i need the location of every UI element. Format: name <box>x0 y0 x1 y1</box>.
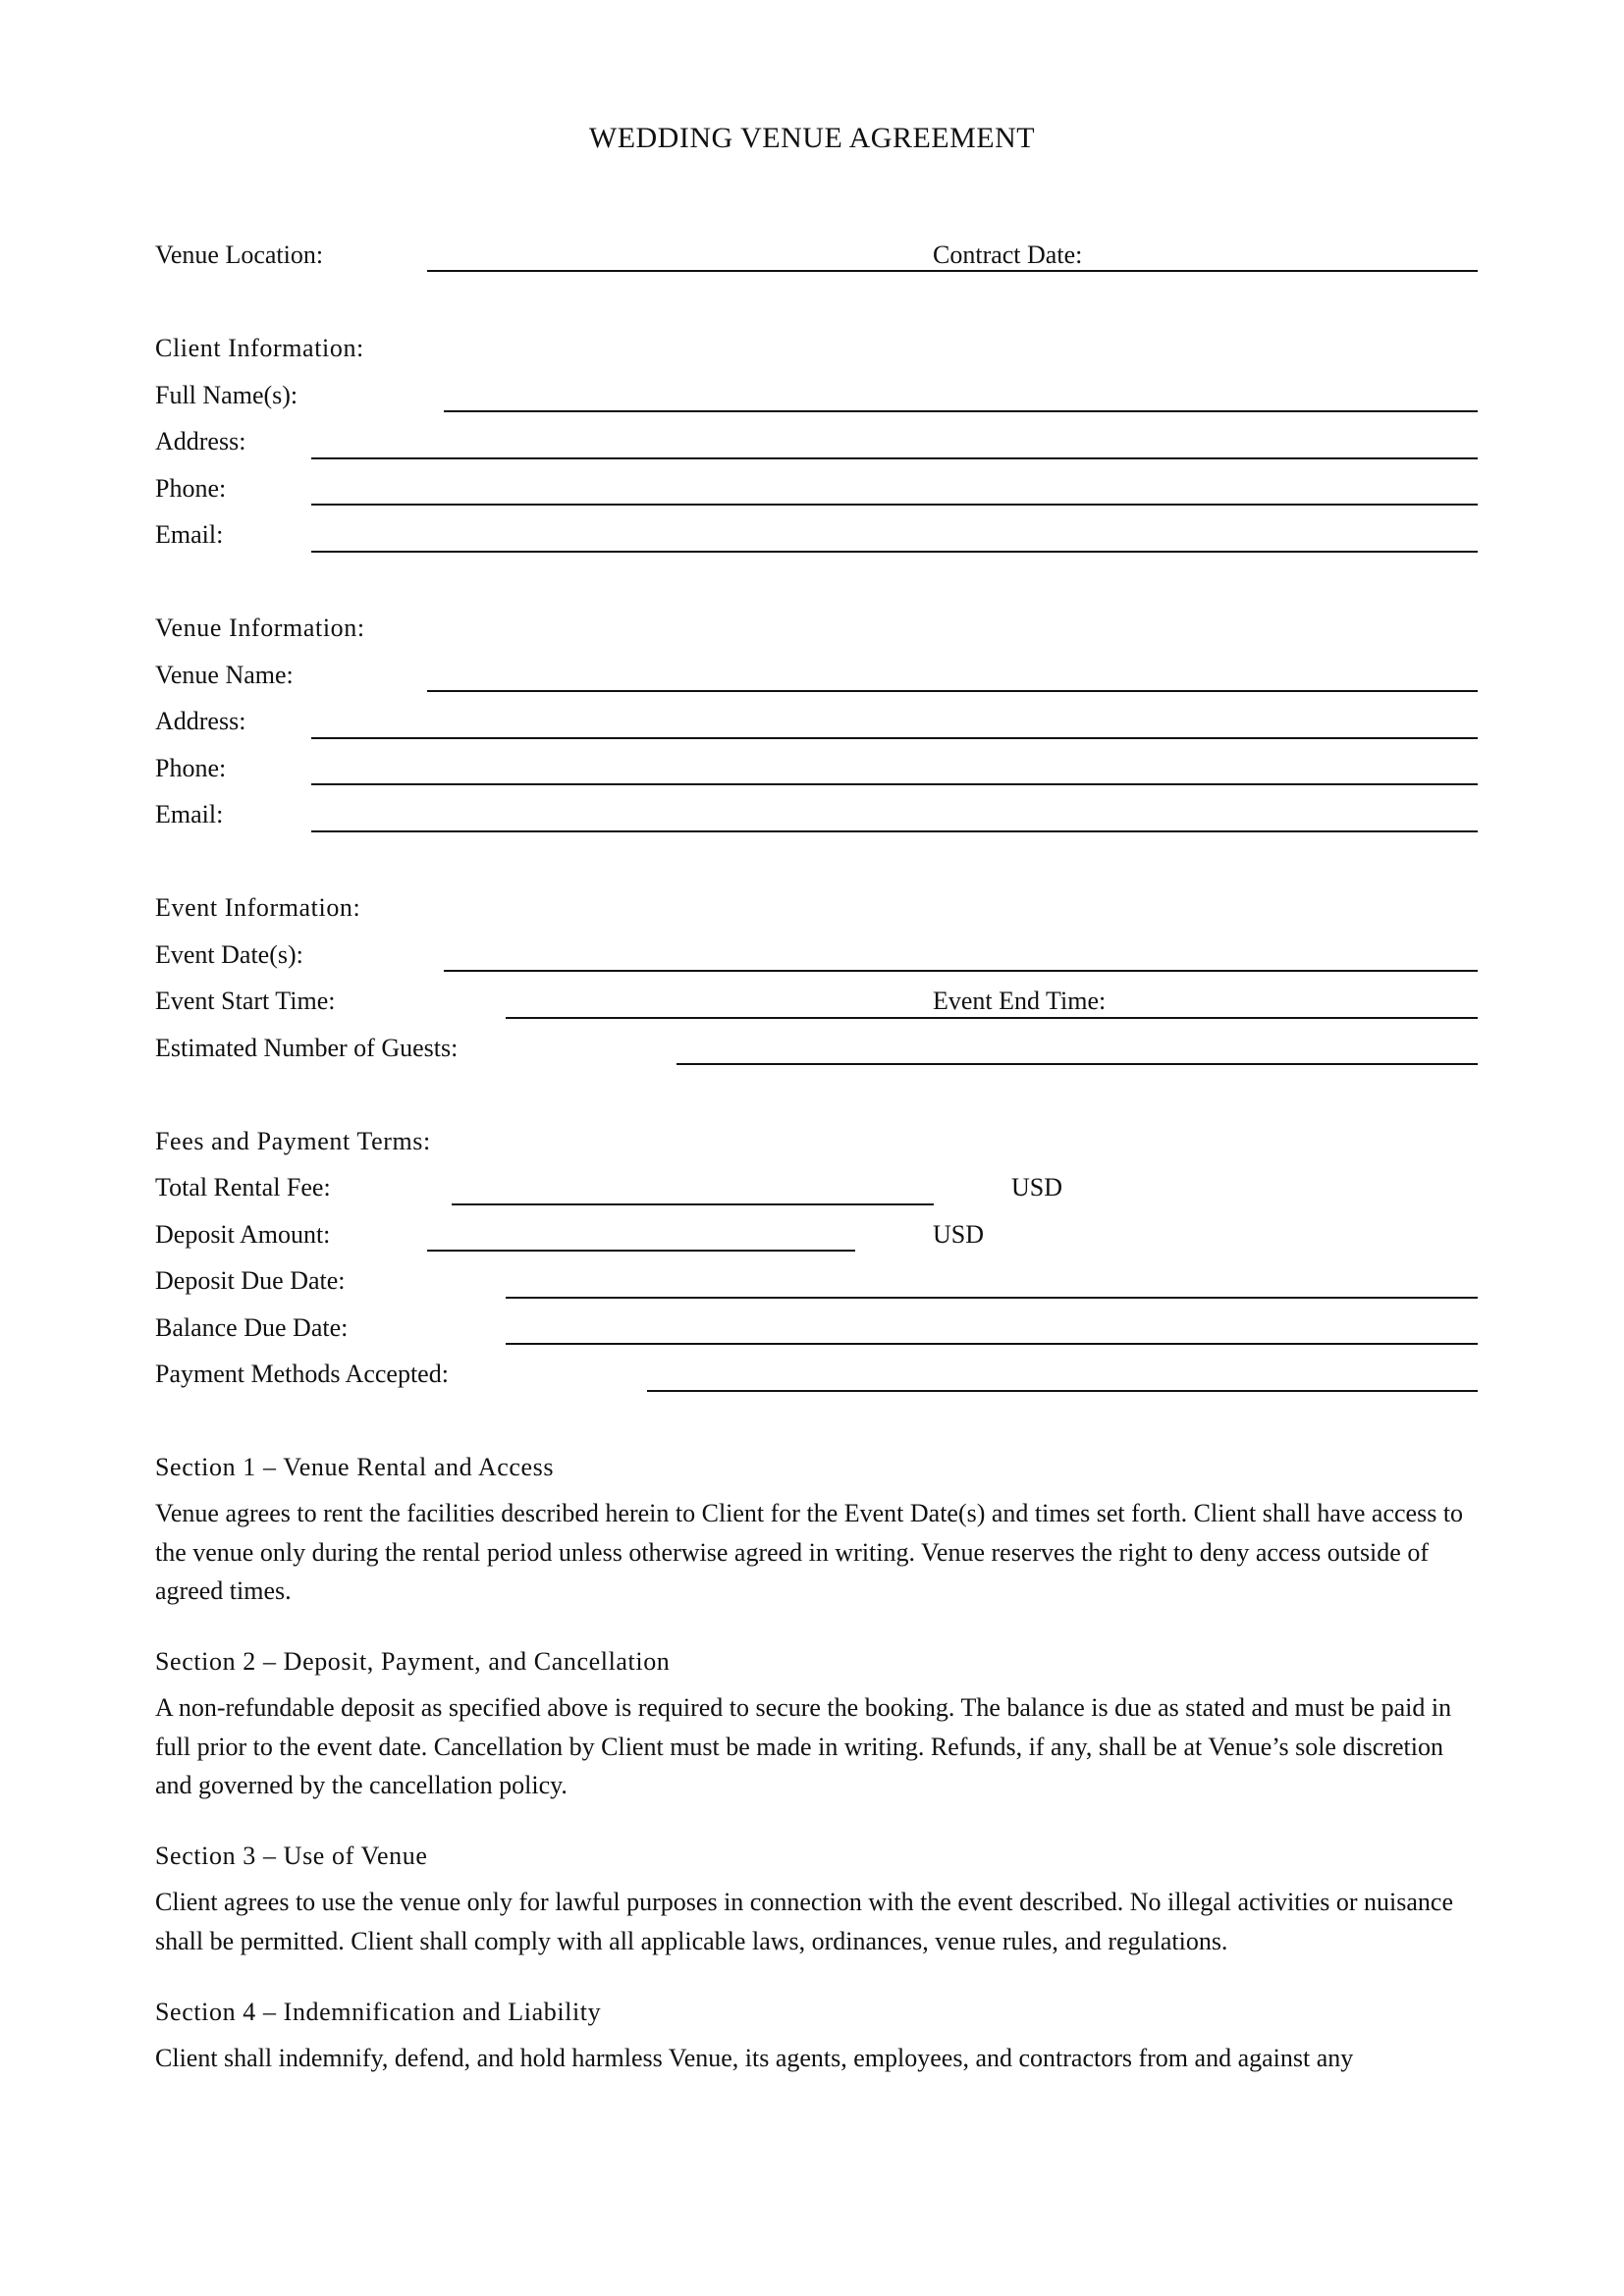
venue-address-field[interactable] <box>311 737 1478 739</box>
section-1-heading: Section 1 – Venue Rental and Access <box>155 1453 555 1481</box>
client-phone-label: Phone: <box>155 474 227 503</box>
event-info-heading: Event Information: <box>155 893 361 922</box>
total-rental-fee-currency: USD <box>1011 1173 1063 1201</box>
venue-name-field[interactable] <box>427 690 1478 692</box>
venue-phone-label: Phone: <box>155 754 227 782</box>
event-start-time-label: Event Start Time: <box>155 987 336 1015</box>
client-full-names-field[interactable] <box>444 410 1478 412</box>
event-dates-field[interactable] <box>444 970 1478 972</box>
client-address-field[interactable] <box>311 457 1478 459</box>
guests-label: Estimated Number of Guests: <box>155 1034 459 1062</box>
payment-methods-label: Payment Methods Accepted: <box>155 1360 449 1388</box>
client-email-label: Email: <box>155 520 224 549</box>
deposit-amount-label: Deposit Amount: <box>155 1220 331 1249</box>
event-end-time-label: Event End Time: <box>933 987 1107 1015</box>
venue-name-label: Venue Name: <box>155 661 294 689</box>
venue-email-field[interactable] <box>311 830 1478 832</box>
venue-location-label: Venue Location: <box>155 240 324 269</box>
deposit-amount-currency: USD <box>933 1220 985 1249</box>
deposit-due-date-label: Deposit Due Date: <box>155 1266 346 1295</box>
section-3-heading: Section 3 – Use of Venue <box>155 1842 428 1870</box>
balance-due-date-label: Balance Due Date: <box>155 1313 349 1342</box>
section-2-body: A non-refundable deposit as specified above is required to secure the booking. The balance is due as stated and must be paid in full prior to the event date. Cancellation by Client must be made in writing. Refunds, if any, shall be at Venue’s sole discretion and governed by the cancellation policy. <box>155 1693 1452 1799</box>
deposit-amount-field[interactable] <box>427 1250 855 1252</box>
document-title: WEDDING VENUE AGREEMENT <box>588 122 1036 154</box>
contract-date-label: Contract Date: <box>933 240 1083 269</box>
client-info-heading: Client Information: <box>155 334 364 362</box>
section-4-body: Client shall indemnify, defend, and hold harmless Venue, its agents, employees, and contractors from and against any <box>155 2044 1354 2072</box>
fees-heading: Fees and Payment Terms: <box>155 1127 431 1155</box>
client-address-label: Address: <box>155 427 246 455</box>
balance-due-date-field[interactable] <box>506 1343 1478 1345</box>
venue-email-label: Email: <box>155 800 224 828</box>
total-rental-fee-field[interactable] <box>452 1203 934 1205</box>
client-phone-field[interactable] <box>311 504 1478 506</box>
section-4-heading: Section 4 – Indemnification and Liability <box>155 1998 602 2026</box>
deposit-due-date-field[interactable] <box>506 1297 1478 1299</box>
venue-info-heading: Venue Information: <box>155 614 365 642</box>
event-time-field[interactable] <box>506 1017 1478 1019</box>
venue-address-label: Address: <box>155 707 246 735</box>
payment-methods-field[interactable] <box>647 1390 1478 1392</box>
venue-phone-field[interactable] <box>311 783 1478 785</box>
event-dates-label: Event Date(s): <box>155 940 303 969</box>
total-rental-fee-label: Total Rental Fee: <box>155 1173 331 1201</box>
section-3-body: Client agrees to use the venue only for lawful purposes in connection with the event described. No illegal activities or nuisance shall be permitted. Client shall comply with all applicable laws, ordinances, venue rules, and regulations. <box>155 1888 1454 1955</box>
section-2-heading: Section 2 – Deposit, Payment, and Cancellation <box>155 1647 671 1676</box>
client-full-names-label: Full Name(s): <box>155 381 298 409</box>
guests-field[interactable] <box>677 1063 1478 1065</box>
section-1-body: Venue agrees to rent the facilities described herein to Client for the Event Date(s) and times set forth. Client shall have access to the venue only during the rental period unless otherwise agreed in writing. Venue reserves the right to deny access outside of agreed times. <box>155 1499 1464 1605</box>
client-email-field[interactable] <box>311 551 1478 553</box>
